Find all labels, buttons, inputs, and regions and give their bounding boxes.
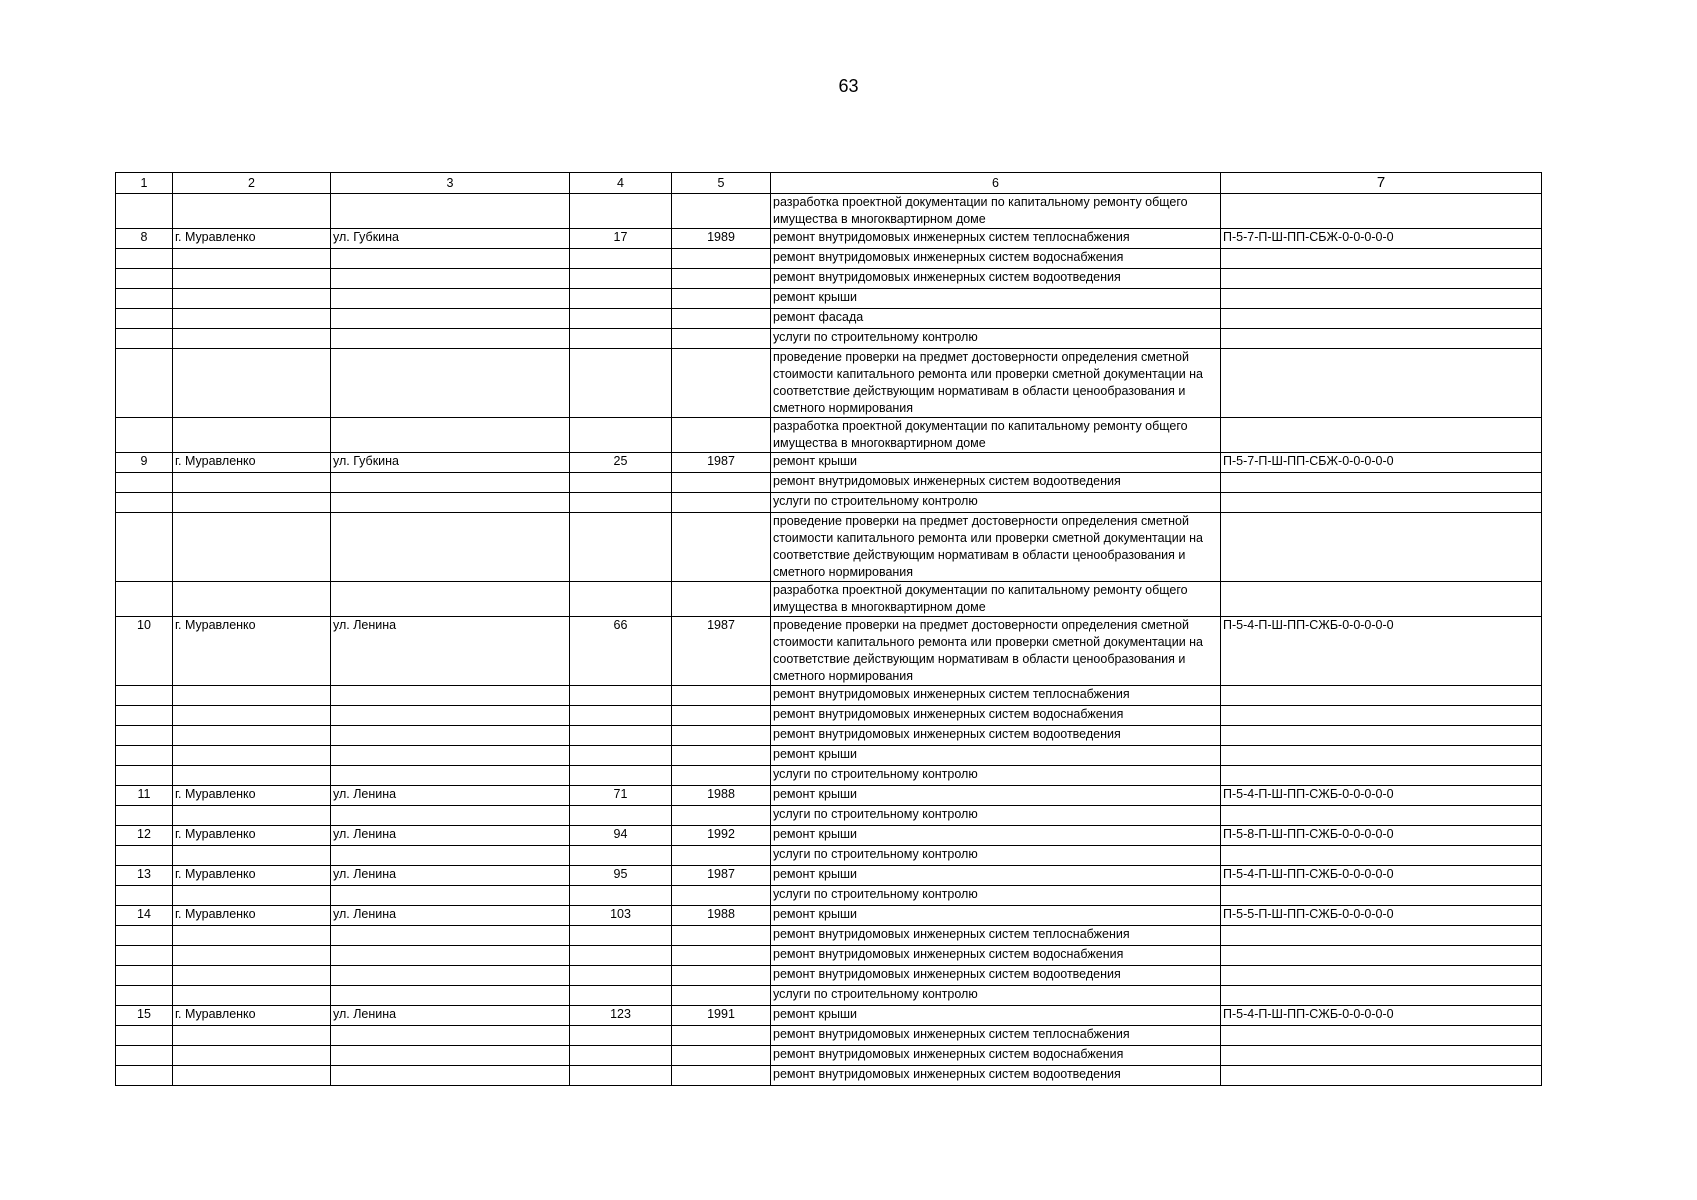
year-cell [672,1026,771,1046]
street-cell [331,746,570,766]
house-code-cell [1221,966,1542,986]
city-cell [173,582,331,617]
year-cell [672,194,771,229]
house-code-cell [1221,473,1542,493]
street-cell: ул. Губкина [331,453,570,473]
year-cell [672,249,771,269]
year-cell [672,746,771,766]
city-cell: г. Муравленко [173,826,331,846]
house-code-cell: П-5-4-П-Ш-ПП-СЖБ-0-0-0-0-0 [1221,866,1542,886]
table-row [116,1006,1542,1026]
street-cell [331,289,570,309]
year-cell: 1989 [672,229,771,249]
street-cell [331,1026,570,1046]
house-code-cell [1221,946,1542,966]
table-row [116,866,1542,886]
column-header-1: 1 [116,173,173,194]
table-row [116,1066,1542,1086]
street-cell: ул. Ленина [331,866,570,886]
row-number-cell: 10 [116,617,173,686]
work-type-cell: услуги по строительному контролю [771,886,1221,906]
table-row [116,309,1542,329]
city-cell [173,1046,331,1066]
city-cell: г. Муравленко [173,866,331,886]
page-number: 63 [838,76,859,96]
city-cell [173,886,331,906]
table-row [116,229,1542,249]
table-row [116,1046,1542,1066]
city-cell: г. Муравленко [173,786,331,806]
year-cell [672,926,771,946]
street-cell [331,249,570,269]
year-cell [672,349,771,418]
row-number-cell [116,986,173,1006]
row-number-cell: 13 [116,866,173,886]
house-code-cell [1221,806,1542,826]
table-row [116,418,1542,453]
house-number-cell [570,418,672,453]
row-number-cell [116,513,173,582]
column-header-3: 3 [331,173,570,194]
row-number-cell [116,582,173,617]
table-row [116,746,1542,766]
house-code-cell [1221,289,1542,309]
house-code-cell [1221,249,1542,269]
year-cell: 1991 [672,1006,771,1026]
house-code-cell [1221,582,1542,617]
city-cell [173,473,331,493]
house-code-cell [1221,513,1542,582]
work-type-cell: проведение проверки на предмет достоверности определения сметной стоимости капитального ремонта или проверки сметной документации на соответствие действующим нормативам в области ценообразования и сметного нормирования [771,513,1221,582]
city-cell [173,686,331,706]
house-code-cell [1221,846,1542,866]
year-cell [672,418,771,453]
city-cell [173,513,331,582]
year-cell [672,966,771,986]
table-row [116,269,1542,289]
city-cell [173,1026,331,1046]
work-type-cell: ремонт внутридомовых инженерных систем теплоснабжения [771,686,1221,706]
table-row [116,986,1542,1006]
house-code-cell [1221,1026,1542,1046]
row-number-cell [116,473,173,493]
house-code-cell [1221,329,1542,349]
house-code-cell [1221,686,1542,706]
house-code-cell: П-5-5-П-Ш-ПП-СЖБ-0-0-0-0-0 [1221,906,1542,926]
work-type-cell: ремонт внутридомовых инженерных систем водоснабжения [771,1046,1221,1066]
work-type-cell: услуги по строительному контролю [771,766,1221,786]
row-number-cell: 12 [116,826,173,846]
table-row [116,617,1542,686]
house-number-cell: 123 [570,1006,672,1026]
table-row [116,249,1542,269]
table-row [116,846,1542,866]
work-type-cell: услуги по строительному контролю [771,493,1221,513]
year-cell [672,473,771,493]
table-row [116,473,1542,493]
house-code-cell [1221,766,1542,786]
year-cell [672,946,771,966]
street-cell [331,1046,570,1066]
table-row [116,493,1542,513]
house-code-cell [1221,349,1542,418]
work-type-cell: ремонт крыши [771,746,1221,766]
table-row [116,886,1542,906]
street-cell [331,418,570,453]
city-cell [173,249,331,269]
work-type-cell: ремонт внутридомовых инженерных систем теплоснабжения [771,229,1221,249]
city-cell [173,766,331,786]
city-cell [173,309,331,329]
year-cell [672,329,771,349]
house-number-cell [570,349,672,418]
row-number-cell: 11 [116,786,173,806]
year-cell [672,846,771,866]
house-number-cell [570,686,672,706]
city-cell [173,1066,331,1086]
year-cell: 1987 [672,617,771,686]
house-number-cell [570,846,672,866]
street-cell [331,706,570,726]
street-cell [331,946,570,966]
row-number-cell [116,249,173,269]
street-cell [331,806,570,826]
work-type-cell: разработка проектной документации по капитальному ремонту общего имущества в многоквартирном доме [771,194,1221,229]
house-number-cell [570,329,672,349]
year-cell: 1987 [672,453,771,473]
year-cell [672,686,771,706]
house-number-cell [570,493,672,513]
row-number-cell [116,846,173,866]
work-type-cell: проведение проверки на предмет достоверности определения сметной стоимости капитального ремонта или проверки сметной документации на соответствие действующим нормативам в области ценообразования и сметного нормирования [771,349,1221,418]
city-cell [173,269,331,289]
work-type-cell: ремонт крыши [771,906,1221,926]
year-cell [672,269,771,289]
column-header-4: 4 [570,173,672,194]
row-number-cell: 8 [116,229,173,249]
street-cell [331,513,570,582]
row-number-cell [116,946,173,966]
table-row [116,946,1542,966]
table-row [116,194,1542,229]
work-type-cell: услуги по строительному контролю [771,329,1221,349]
house-code-cell [1221,1066,1542,1086]
work-type-cell: разработка проектной документации по капитальному ремонту общего имущества в многоквартирном доме [771,418,1221,453]
street-cell [331,582,570,617]
work-type-cell: ремонт внутридомовых инженерных систем водоотведения [771,473,1221,493]
house-number-cell [570,249,672,269]
street-cell [331,473,570,493]
house-code-cell [1221,706,1542,726]
year-cell: 1988 [672,786,771,806]
house-number-cell: 103 [570,906,672,926]
house-code-cell [1221,746,1542,766]
city-cell [173,706,331,726]
house-code-cell: П-5-7-П-Ш-ПП-СБЖ-0-0-0-0-0 [1221,453,1542,473]
year-cell [672,986,771,1006]
table-row [116,726,1542,746]
street-cell: ул. Ленина [331,617,570,686]
year-cell: 1987 [672,866,771,886]
house-number-cell [570,269,672,289]
column-number-header-row [116,173,1542,194]
year-cell [672,1046,771,1066]
work-type-cell: ремонт внутридомовых инженерных систем водоснабжения [771,249,1221,269]
work-type-cell: ремонт внутридомовых инженерных систем водоотведения [771,726,1221,746]
year-cell [672,309,771,329]
table-row [116,513,1542,582]
house-number-cell: 95 [570,866,672,886]
row-number-cell [116,806,173,826]
row-number-cell [116,309,173,329]
table-row [116,453,1542,473]
row-number-cell [116,1026,173,1046]
work-type-cell: ремонт крыши [771,786,1221,806]
city-cell: г. Муравленко [173,453,331,473]
table-row [116,926,1542,946]
work-type-cell: ремонт крыши [771,453,1221,473]
house-code-cell [1221,269,1542,289]
city-cell [173,493,331,513]
house-number-cell [570,726,672,746]
house-number-cell [570,194,672,229]
repair-schedule-table [115,172,1542,1086]
house-number-cell [570,1026,672,1046]
street-cell: ул. Ленина [331,906,570,926]
row-number-cell [116,926,173,946]
house-code-cell [1221,418,1542,453]
row-number-cell [116,194,173,229]
table-row [116,349,1542,418]
work-type-cell: ремонт крыши [771,1006,1221,1026]
column-header-5: 5 [672,173,771,194]
year-cell [672,806,771,826]
street-cell [331,766,570,786]
work-type-cell: ремонт внутридомовых инженерных систем теплоснабжения [771,926,1221,946]
table-row [116,966,1542,986]
house-number-cell: 66 [570,617,672,686]
row-number-cell [116,349,173,418]
row-number-cell [116,418,173,453]
street-cell [331,926,570,946]
table-row [116,766,1542,786]
work-type-cell: ремонт крыши [771,289,1221,309]
street-cell [331,686,570,706]
row-number-cell [116,1046,173,1066]
column-header-6: 6 [771,173,1221,194]
street-cell [331,269,570,289]
city-cell [173,349,331,418]
city-cell [173,329,331,349]
city-cell [173,746,331,766]
house-number-cell: 25 [570,453,672,473]
city-cell [173,726,331,746]
year-cell: 1988 [672,906,771,926]
house-code-cell [1221,309,1542,329]
city-cell [173,946,331,966]
house-code-cell [1221,493,1542,513]
house-number-cell [570,706,672,726]
street-cell [331,493,570,513]
row-number-cell [116,329,173,349]
work-type-cell: ремонт внутридомовых инженерных систем водоснабжения [771,706,1221,726]
house-number-cell: 71 [570,786,672,806]
table-row [116,582,1542,617]
row-number-cell [116,746,173,766]
city-cell: г. Муравленко [173,229,331,249]
street-cell: ул. Ленина [331,826,570,846]
work-type-cell: услуги по строительному контролю [771,806,1221,826]
year-cell [672,766,771,786]
house-code-cell [1221,986,1542,1006]
street-cell [331,886,570,906]
row-number-cell: 9 [116,453,173,473]
row-number-cell: 14 [116,906,173,926]
work-type-cell: ремонт внутридомовых инженерных систем водоотведения [771,1066,1221,1086]
house-code-cell: П-5-4-П-Ш-ПП-СЖБ-0-0-0-0-0 [1221,1006,1542,1026]
year-cell [672,726,771,746]
table-row [116,906,1542,926]
street-cell [331,966,570,986]
house-code-cell [1221,1046,1542,1066]
house-code-cell [1221,194,1542,229]
work-type-cell: ремонт внутридомовых инженерных систем водоотведения [771,269,1221,289]
street-cell [331,329,570,349]
city-cell [173,806,331,826]
house-code-cell: П-5-4-П-Ш-ПП-СЖБ-0-0-0-0-0 [1221,617,1542,686]
row-number-cell [116,1066,173,1086]
work-type-cell: ремонт внутридомовых инженерных систем водоснабжения [771,946,1221,966]
row-number-cell [116,289,173,309]
house-number-cell [570,946,672,966]
house-number-cell: 17 [570,229,672,249]
column-header-2: 2 [173,173,331,194]
street-cell [331,1066,570,1086]
city-cell: г. Муравленко [173,617,331,686]
table-row [116,686,1542,706]
row-number-cell [116,269,173,289]
house-number-cell [570,806,672,826]
house-number-cell: 94 [570,826,672,846]
city-cell [173,194,331,229]
house-code-cell: П-5-7-П-Ш-ПП-СБЖ-0-0-0-0-0 [1221,229,1542,249]
street-cell [331,726,570,746]
street-cell [331,309,570,329]
table-row [116,826,1542,846]
work-type-cell: ремонт фасада [771,309,1221,329]
year-cell [672,513,771,582]
year-cell: 1992 [672,826,771,846]
street-cell [331,349,570,418]
house-number-cell [570,746,672,766]
city-cell [173,418,331,453]
row-number-cell [116,726,173,746]
year-cell [672,706,771,726]
row-number-cell [116,706,173,726]
row-number-cell [116,966,173,986]
city-cell [173,986,331,1006]
row-number-cell: 15 [116,1006,173,1026]
table-row [116,786,1542,806]
street-cell: ул. Ленина [331,1006,570,1026]
table-row [116,329,1542,349]
table-row [116,289,1542,309]
house-code-cell [1221,886,1542,906]
work-type-cell: услуги по строительному контролю [771,846,1221,866]
row-number-cell [116,686,173,706]
year-cell [672,493,771,513]
work-type-cell: услуги по строительному контролю [771,986,1221,1006]
house-number-cell [570,1066,672,1086]
row-number-cell [116,766,173,786]
house-number-cell [570,309,672,329]
work-type-cell: ремонт внутридомовых инженерных систем теплоснабжения [771,1026,1221,1046]
table-row [116,1026,1542,1046]
row-number-cell [116,886,173,906]
house-number-cell [570,926,672,946]
house-code-cell: П-5-4-П-Ш-ПП-СЖБ-0-0-0-0-0 [1221,786,1542,806]
house-number-cell [570,966,672,986]
year-cell [672,1066,771,1086]
house-number-cell [570,582,672,617]
house-number-cell [570,513,672,582]
street-cell: ул. Губкина [331,229,570,249]
work-type-cell: разработка проектной документации по капитальному ремонту общего имущества в многоквартирном доме [771,582,1221,617]
house-number-cell [570,1046,672,1066]
house-number-cell [570,886,672,906]
row-number-cell [116,493,173,513]
street-cell: ул. Ленина [331,786,570,806]
work-type-cell: проведение проверки на предмет достоверности определения сметной стоимости капитального ремонта или проверки сметной документации на соответствие действующим нормативам в области ценообразования и сметного нормирования [771,617,1221,686]
house-code-cell [1221,726,1542,746]
house-number-cell [570,473,672,493]
house-number-cell [570,986,672,1006]
year-cell [672,886,771,906]
table-row [116,806,1542,826]
city-cell [173,926,331,946]
column-header-7: 7 [1221,173,1542,194]
house-code-cell: П-5-8-П-Ш-ПП-СЖБ-0-0-0-0-0 [1221,826,1542,846]
year-cell [672,582,771,617]
city-cell [173,289,331,309]
work-type-cell: ремонт крыши [771,866,1221,886]
work-type-cell: ремонт внутридомовых инженерных систем водоотведения [771,966,1221,986]
city-cell [173,966,331,986]
house-number-cell [570,766,672,786]
house-code-cell [1221,926,1542,946]
street-cell [331,986,570,1006]
year-cell [672,289,771,309]
table-row [116,706,1542,726]
city-cell: г. Муравленко [173,906,331,926]
city-cell: г. Муравленко [173,1006,331,1026]
work-type-cell: ремонт крыши [771,826,1221,846]
street-cell [331,846,570,866]
street-cell [331,194,570,229]
city-cell [173,846,331,866]
house-number-cell [570,289,672,309]
